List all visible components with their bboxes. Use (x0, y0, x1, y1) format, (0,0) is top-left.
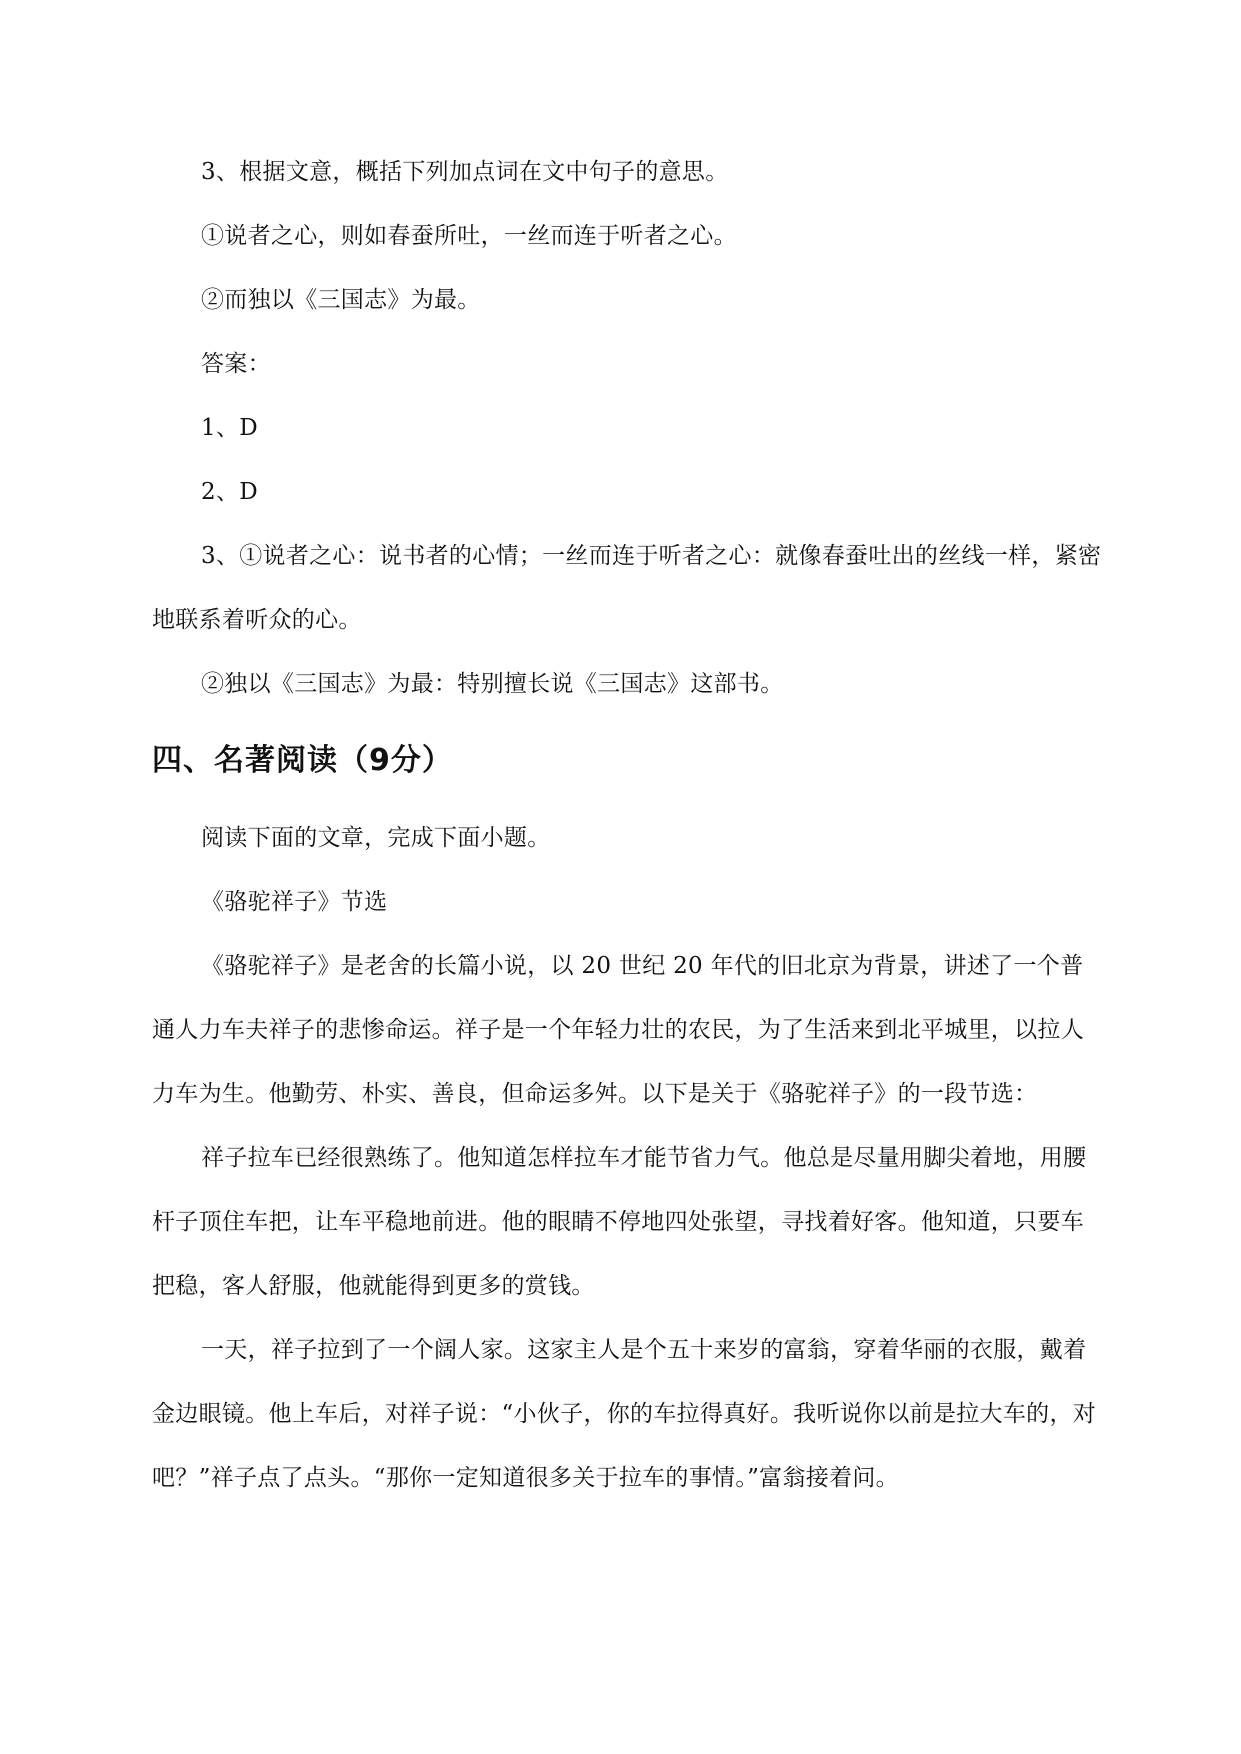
reading-instruction: 阅读下面的文章，完成下面小题。 (201, 825, 551, 851)
excerpt-paragraph-2: 一天，祥子拉到了一个阔人家。这家主人是个五十来岁的富翁，穿着华丽的衣服，戴着金边眼镜。他上车后，对祥子说：“小伙子，你的车拉得真好。我听说你以前是拉大车的，对吧？”祥子点了点头。“那你一定知道很多关于拉车的事情。”富翁接着问。 (152, 1337, 1097, 1491)
question-3-prompt: 3、根据文意，概括下列加点词在文中句子的意思。 (201, 159, 729, 185)
answer-2: 2、D (201, 479, 258, 505)
answer-label: 答案： (201, 351, 271, 377)
section-heading: 四、名著阅读（9分） (152, 743, 453, 778)
excerpt-paragraph-1: 祥子拉车已经很熟练了。他知道怎样拉车才能节省力气。他总是尽量用脚尖着地，用腰杆子顶住车把，让车平稳地前进。他的眼睛不停地四处张望，寻找着好客。他知道，只要车把稳，客人舒服，他就能得到更多的赏钱。 (152, 1145, 1087, 1299)
question-3-item-2: ②而独以《三国志》为最。 (201, 287, 481, 313)
answer-3-part-2: ②独以《三国志》为最：特别擅长说《三国志》这部书。 (201, 671, 784, 697)
page-content (152, 140, 1102, 1510)
question-3-item-1: ①说者之心，则如春蚕所吐，一丝而连于听者之心。 (201, 223, 737, 249)
intro-paragraph: 《骆驼祥子》是老舍的长篇小说，以 20 世纪 20 年代的旧北京为背景，讲述了一个普通人力车夫祥子的悲惨命运。祥子是一个年轻力壮的农民，为了生活来到北平城里，以拉人力车为生。他勤劳、朴实、善良，但命运多舛。以下是关于《骆驼祥子》的一段节选： (152, 953, 1084, 1107)
excerpt-title: 《骆驼祥子》节选 (201, 889, 388, 915)
answer-1: 1、D (201, 415, 258, 441)
answer-3-part-1: 3、①说者之心：说书者的心情；一丝而连于听者之心：就像春蚕吐出的丝线一样，紧密地联系着听众的心。 (152, 543, 1102, 633)
